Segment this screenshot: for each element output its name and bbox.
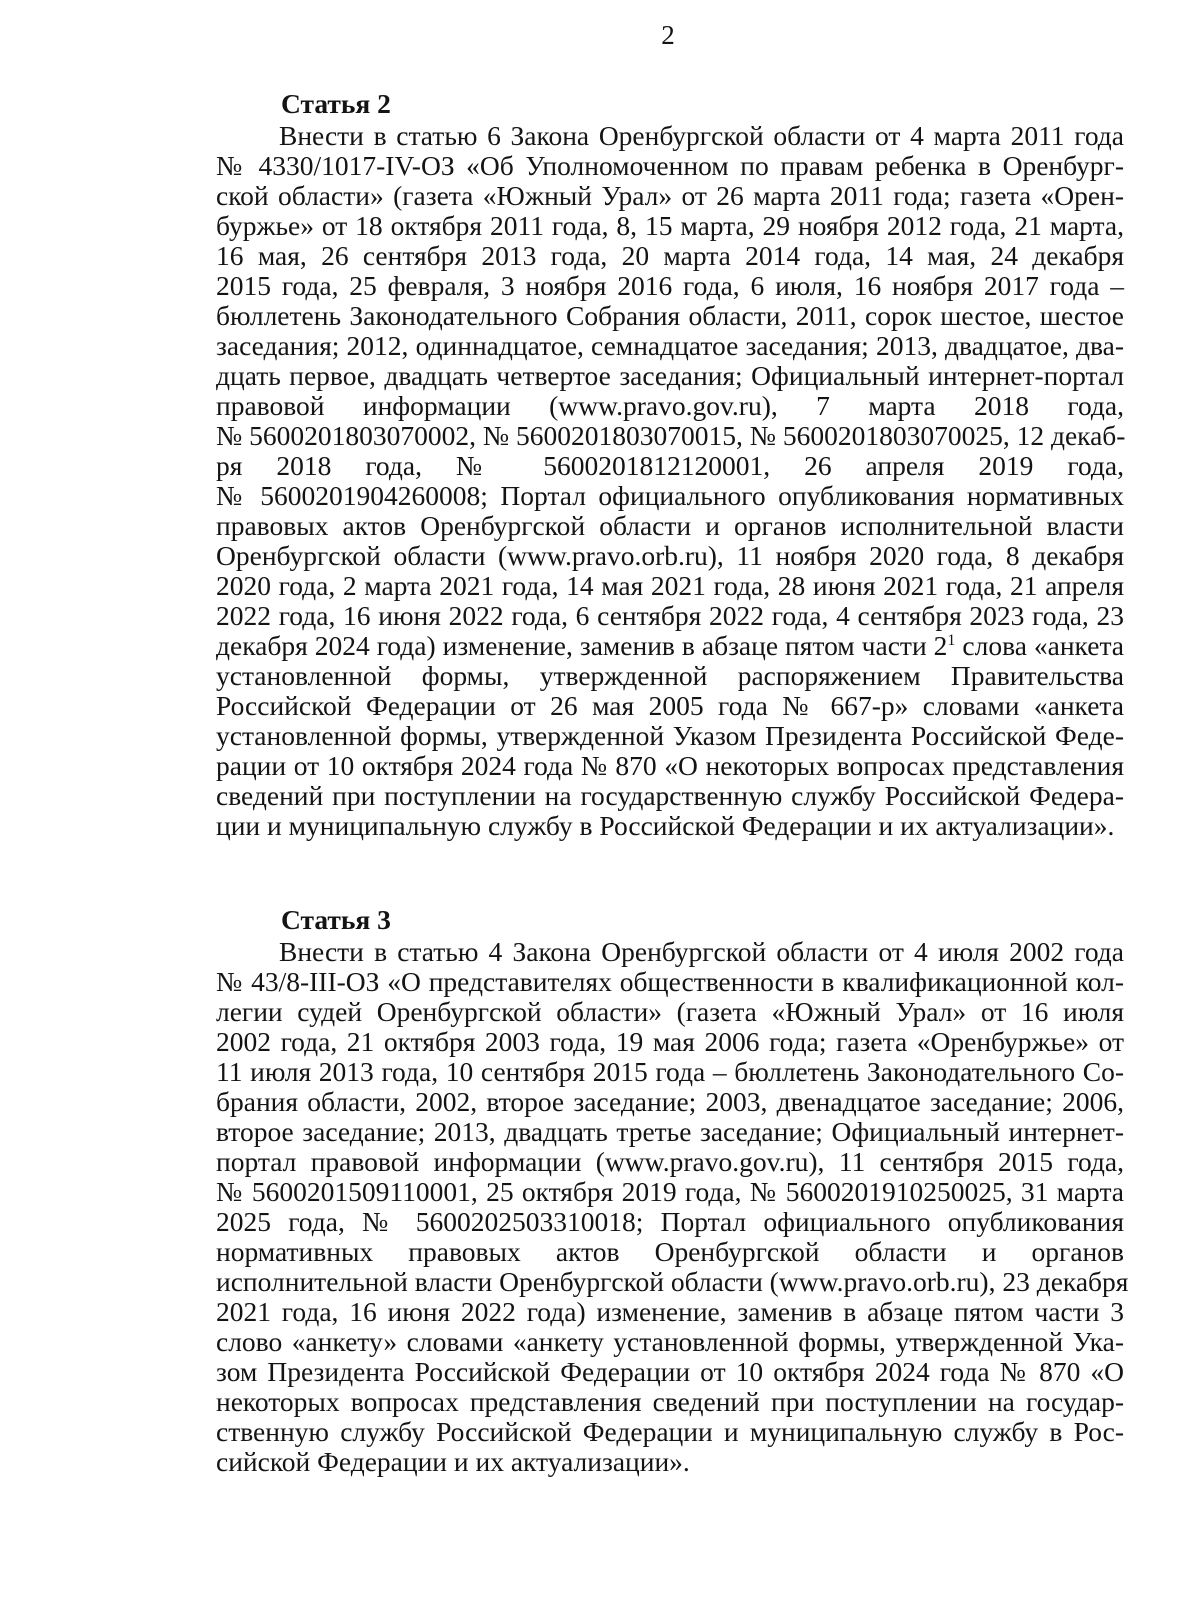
article-3-line: второе заседание; 2013, двадцать третье заседание; Официальный интернет-	[216, 1115, 1124, 1147]
article-3-line: 2021 года, 16 июня 2022 года) изменение, заменив в абзаце пятом части 3	[216, 1295, 1124, 1327]
article-2-line: дцать первое, двадцать четвертое заседания; Официальный интернет-портал	[216, 359, 1124, 391]
article-2-line: заседания; 2012, одиннадцатое, семнадцатое заседания; 2013, двадцатое, два-	[216, 329, 1124, 361]
page-number: 2	[661, 20, 675, 50]
article-2-amend-line	[216, 631, 1124, 661]
article-3-line: нормативных правовых актов Оренбургской области и органов	[216, 1235, 1124, 1267]
article-2-line: № 4330/1017-IV-ОЗ «Об Уполномоченном по правам ребенка в Оренбург-	[216, 149, 1124, 181]
article-3-line: сийской Федерации и их актуализации».	[216, 1445, 690, 1477]
article-3-line: зом Президента Российской Федерации от 10 октября 2024 года № 870 «О	[216, 1355, 1124, 1387]
article-3-body	[216, 935, 1129, 1477]
article-2-line: ции и муниципальную службу в Российской Федерации и их актуализации».	[216, 809, 1115, 841]
article-2-line: рации от 10 октября 2024 года № 870 «О некоторых вопросах представления	[216, 749, 1124, 781]
article-2-line: ской области» (газета «Южный Урал» от 26 марта 2011 года; газета «Орен-	[216, 179, 1124, 211]
article-3-line: № 43/8-III-ОЗ «О представителях общественности в квалификационной кол-	[216, 965, 1124, 997]
article-2-line: Российской Федерации от 26 мая 2005 года № 667-р» словами «анкета	[216, 689, 1124, 721]
article-2-line: 2015 года, 25 февраля, 3 ноября 2016 года, 6 июля, 16 ноября 2017 года –	[216, 269, 1124, 301]
article-2-line: 2020 года, 2 марта 2021 года, 14 мая 2021 года, 28 июня 2021 года, 21 апреля	[216, 569, 1124, 601]
article-2-line: Оренбургской области (www.pravo.orb.ru), 11 ноября 2020 года, 8 декабря	[216, 539, 1124, 571]
article-2-line: установленной формы, утвержденной Указом Президента Российской Феде-	[216, 719, 1124, 751]
article-3-line: № 5600201509110001, 25 октября 2019 года, № 5600201910250025, 31 марта	[216, 1175, 1124, 1207]
article-3-line: ственную службу Российской Федерации и муниципальную службу в Рос-	[216, 1415, 1124, 1447]
article-3-line: исполнительной власти Оренбургской области (www.pravo.orb.ru), 23 декабря	[216, 1265, 1129, 1297]
article-3-line: некоторых вопросах представления сведений при поступлении на государ-	[216, 1385, 1124, 1417]
article-3	[216, 903, 1129, 1477]
article-2-line: установленной формы, утвержденной распоряжением Правительства	[216, 659, 1124, 691]
article-3-line: Внести в статью 4 Закона Оренбургской области от 4 июля 2002 года	[279, 935, 1124, 967]
amend-text-before: декабря 2024 года) изменение, заменив в абзаце пятом части 2	[216, 629, 948, 661]
article-2-line: № 5600201904260008; Портал официального опубликования нормативных	[216, 479, 1124, 511]
article-3-line: легии судей Оренбургской области» (газета «Южный Урал» от 16 июля	[216, 995, 1124, 1027]
article-2-line: 16 мая, 26 сентября 2013 года, 20 марта 2014 года, 14 мая, 24 декабря	[216, 239, 1124, 271]
article-3-title: Статья 3	[281, 904, 391, 935]
article-3-line: 2002 года, 21 октября 2003 года, 19 мая 2006 года; газета «Оренбуржье» от	[216, 1025, 1124, 1057]
article-2-line: ря 2018 года, № 5600201812120001, 26 апреля 2019 года,	[216, 449, 1124, 481]
article-2-line: сведений при поступлении на государственную службу Российской Федера-	[216, 779, 1124, 811]
article-2-line: 2022 года, 16 июня 2022 года, 6 сентября 2022 года, 4 сентября 2023 года, 23	[216, 599, 1124, 631]
article-2-line: Внести в статью 6 Закона Оренбургской области от 4 марта 2011 года	[279, 119, 1124, 151]
article-2-line: правовой информации (www.pravo.gov.ru), 7 марта 2018 года,	[216, 389, 1124, 421]
article-2-title: Статья 2	[281, 88, 391, 119]
article-3-line: 11 июля 2013 года, 10 сентября 2015 года – бюллетень Законодательного Со-	[216, 1055, 1124, 1087]
article-2-line: № 5600201803070002, № 5600201803070015, № 5600201803070025, 12 декаб-	[216, 419, 1126, 451]
article-3-line: портал правовой информации (www.pravo.gov.ru), 11 сентября 2015 года,	[216, 1145, 1124, 1177]
article-3-line: брания области, 2002, второе заседание; 2003, двенадцатое заседание; 2006,	[216, 1085, 1124, 1117]
article-2-line: буржье» от 18 октября 2011 года, 8, 15 марта, 29 ноября 2012 года, 21 марта,	[216, 209, 1124, 241]
article-2	[216, 87, 1124, 841]
article-2-body	[216, 121, 1124, 841]
superscript-index: 1	[947, 631, 956, 649]
amend-text-after: слова «анкета	[955, 629, 1124, 661]
article-3-line: слово «анкету» словами «анкету установленной формы, утвержденной Ука-	[216, 1325, 1124, 1357]
article-2-line: правовых актов Оренбургской области и органов исполнительной власти	[216, 509, 1124, 541]
article-3-line: 2025 года, № 5600202503310018; Портал официального опубликования	[216, 1205, 1124, 1237]
article-2-line: бюллетень Законодательного Собрания области, 2011, сорок шестое, шестое	[216, 299, 1124, 331]
